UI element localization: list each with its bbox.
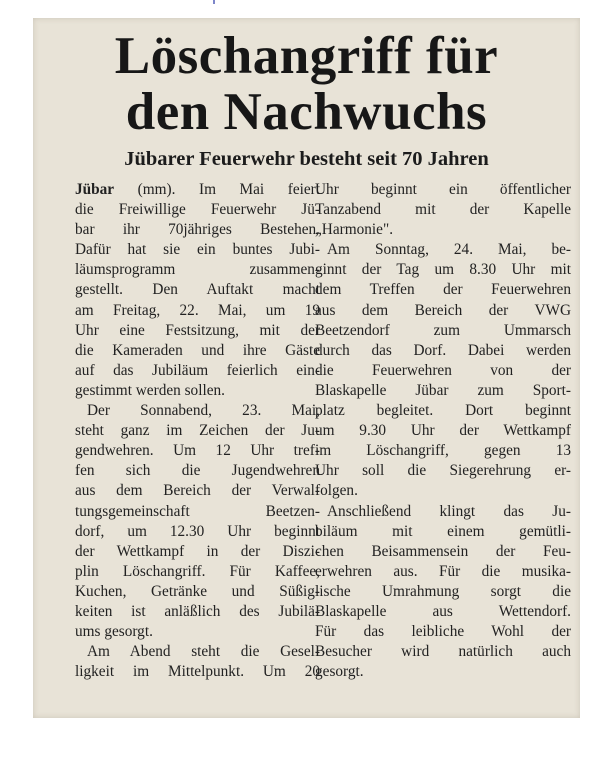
text-line: aus dem Bereich der Verwal- [75,482,320,500]
text-line: chen Beisammensein der Feu- [315,542,571,560]
headline-line-1: Löschangriff für [114,27,499,85]
text-line: Der Sonnabend, 23. Mai, [87,402,320,420]
text-line: Für das leibliche Wohl der [315,623,571,641]
text-line: gestellt. Den Auftakt macht [75,281,320,299]
text-line: steht ganz im Zeichen der Ju- [75,422,320,440]
text-line: Anschließend klingt das Ju- [327,502,571,520]
dateline: Jübar [75,181,115,198]
text-line-content: (mm). Im Mai feiert [114,181,320,198]
text-line: Am Abend steht die Gesel- [87,643,320,661]
text-line: lische Umrahmung sorgt die [315,582,571,600]
text-line: Kuchen, Getränke und Süßig- [75,582,320,600]
text-line: der Wettkampf in der Diszi- [75,542,320,560]
text-line: am Freitag, 22. Mai, um 19 [75,301,320,319]
text-line: gesorgt. [315,663,364,681]
text-line: Am Sonntag, 24. Mai, be- [327,241,571,259]
text-line: keiten ist anläßlich des Jubilä- [75,602,320,620]
text-line: Uhr beginnt ein öffentlicher [315,181,571,198]
text-line: gendwehren. Um 12 Uhr tref- [75,442,320,460]
newspaper-clipping [33,18,580,718]
text-line: bar ihr 70jähriges Bestehen. [75,221,320,239]
text-line: aus dem Bereich der VWG [315,301,571,319]
text-line: Uhr eine Festsitzung, mit der [75,321,320,339]
text-line: um 9.30 Uhr der Wettkampf [315,422,571,440]
text-line: Beetzendorf zum Ummarsch [315,321,571,339]
article-column-right [315,180,571,682]
scan-mark [213,0,215,4]
text-line: dem Treffen der Feuerwehren [315,281,571,299]
text-line: „Harmonie". [315,221,394,239]
text-line: ligkeit im Mittelpunkt. Um 20 [75,663,320,681]
text-line: plin Löschangriff. Für Kaffee, [75,562,320,580]
text-line: gestimmt werden sollen. [75,381,225,399]
text-line: erwehren aus. Für die musika- [315,562,571,580]
text-line: biläum mit einem gemütli- [315,522,571,540]
text-line: im Löschangriff, gegen 13 [315,442,571,460]
text-line: fen sich die Jugendwehren [75,462,320,480]
text-line: ginnt der Tag um 8.30 Uhr mit [315,261,571,279]
text-line: die Kameraden und ihre Gäste [75,341,320,359]
text-line: die Freiwillige Feuerwehr Jü- [75,201,320,219]
text-line: Blaskapelle Jübar zum Sport- [315,381,571,399]
text-line: Uhr soll die Siegerehrung er- [315,462,571,480]
text-line: Besucher wird natürlich auch [315,643,571,661]
headline-line-2: den Nachwuchs [125,83,488,141]
text-line: Dafür hat sie ein buntes Jubi- [75,241,320,259]
article-column-left [75,180,320,682]
text-line: tungsgemeinschaft Beetzen- [75,502,320,520]
text-line: die Feuerwehren von der [315,361,571,379]
subheadline: Jübarer Feuerwehr besteht seit 70 Jahren [124,148,489,170]
text-line: Blaskapelle aus Wettendorf. [315,602,571,620]
text-line: auf das Jubiläum feierlich ein- [75,361,320,379]
text-line: platz begleitet. Dort beginnt [315,402,571,420]
text-line: Tanzabend mit der Kapelle [315,201,571,219]
text-line [75,180,320,200]
text-line: durch das Dorf. Dabei werden [315,341,571,359]
text-line: folgen. [315,482,358,500]
text-line: läumsprogramm zusammen- [75,261,320,279]
text-line: dorf, um 12.30 Uhr beginnt [75,522,320,540]
text-line: ums gesorgt. [75,623,153,641]
